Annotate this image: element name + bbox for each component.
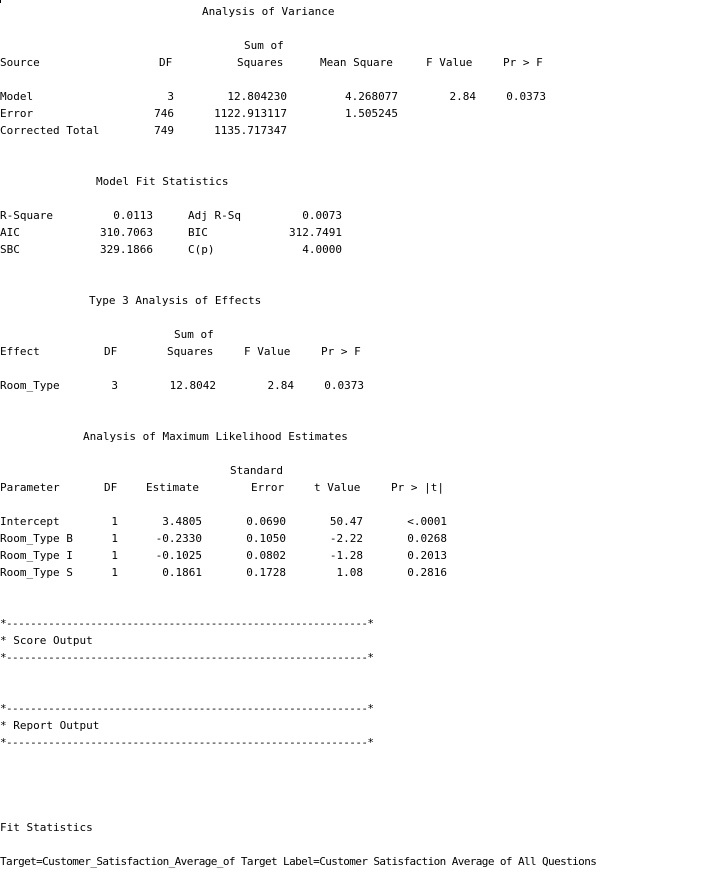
type3-p-cell: 0.0373 [324,379,364,392]
type3-header-effect: Effect [0,345,40,358]
mle-header-parameter: Parameter [0,481,60,494]
fit-value-1: 310.7063 [100,226,153,239]
fit-value-1: 329.1866 [100,243,153,256]
mle-df-cell: 1 [111,515,118,528]
type3-f-cell: 2.84 [267,379,294,392]
mle-df-cell: 1 [111,532,118,545]
type3-title: Type 3 Analysis of Effects [89,294,262,307]
mle-error-cell: 0.1050 [246,532,286,545]
fit-value-2: 4.0000 [302,243,342,256]
anova-df-cell: 749 [154,124,174,137]
fit-label-2: BIC [188,226,208,239]
fit-title: Model Fit Statistics [96,175,229,188]
fit-label-1: R-Square [0,209,53,222]
score-banner-bottom-rule: *------------------------------------------------------------* [0,651,374,664]
mle-p-cell: 0.2013 [407,549,447,562]
type3-ss-cell: 12.8042 [169,379,216,392]
anova-ss-cell: 1122.913117 [214,107,287,120]
type3-df-cell: 3 [111,379,118,392]
anova-ms-cell: 4.268077 [345,90,398,103]
report-banner-bottom-rule: *------------------------------------------------------------* [0,736,374,749]
type3-header-sum-of: Sum of [174,328,214,341]
fit-value-2: 312.7491 [289,226,342,239]
type3-header-pr-f: Pr > F [321,345,361,358]
mle-param-cell: Room_Type S [0,566,73,579]
anova-header-squares: Squares [237,56,284,69]
fit-value-2: 0.0073 [302,209,342,222]
mle-error-cell: 0.0690 [246,515,286,528]
mle-p-cell: 0.2816 [407,566,447,579]
anova-header-mean-square: Mean Square [320,56,393,69]
mle-p-cell: 0.0268 [407,532,447,545]
mle-estimate-cell: 0.1861 [162,566,202,579]
mle-t-cell: 1.08 [336,566,363,579]
fit-statistics-heading: Fit Statistics [0,821,93,834]
mle-header-error: Error [251,481,285,494]
mle-estimate-cell: -0.1025 [155,549,202,562]
anova-header-df: DF [159,56,173,69]
anova-header-pr-f: Pr > F [503,56,543,69]
type3-header-df: DF [104,345,118,358]
anova-ms-cell: 1.505245 [345,107,398,120]
mle-error-cell: 0.1728 [246,566,286,579]
mle-t-cell: 50.47 [329,515,363,528]
mle-param-cell: Room_Type I [0,549,73,562]
type3-effect-cell: Room_Type [0,379,60,392]
score-output-heading: * Score Output [0,634,93,647]
anova-source-cell: Corrected Total [0,124,100,137]
mle-header-estimate: Estimate [146,481,199,494]
type3-header-f-value: F Value [244,345,291,358]
fit-label-2: C(p) [188,243,215,256]
mle-t-cell: -2.22 [329,532,363,545]
fit-value-1: 0.0113 [113,209,153,222]
corner-mark [0,0,1,3]
target-label-line: Target=Customer_Satisfaction_Average_of Target Label=Customer Satisfaction Average of All Questions [0,855,597,868]
anova-title: Analysis of Variance [202,5,335,18]
mle-param-cell: Intercept [0,515,60,528]
anova-ss-cell: 12.804230 [227,90,287,103]
anova-ss-cell: 1135.717347 [214,124,287,137]
fit-label-2: Adj R-Sq [188,209,241,222]
mle-header-t-value: t Value [314,481,361,494]
fit-label-1: AIC [0,226,20,239]
mle-estimate-cell: -0.2330 [155,532,202,545]
mle-param-cell: Room_Type B [0,532,73,545]
report-banner-top-rule: *------------------------------------------------------------* [0,702,374,715]
mle-header-df: DF [104,481,118,494]
mle-error-cell: 0.0802 [246,549,286,562]
mle-df-cell: 1 [111,549,118,562]
anova-p-cell: 0.0373 [506,90,546,103]
anova-source-cell: Model [0,90,34,103]
mle-df-cell: 1 [111,566,118,579]
mle-t-cell: -1.28 [329,549,363,562]
mle-header-standard: Standard [230,464,283,477]
anova-df-cell: 3 [167,90,174,103]
mle-estimate-cell: 3.4805 [162,515,202,528]
anova-header-sum-of: Sum of [244,39,284,52]
mle-title: Analysis of Maximum Likelihood Estimates [83,430,348,443]
mle-header-pr-t: Pr > |t| [391,481,444,494]
type3-header-squares: Squares [167,345,214,358]
score-banner-top-rule: *------------------------------------------------------------* [0,617,374,630]
anova-header-f-value: F Value [426,56,473,69]
report-output-heading: * Report Output [0,719,100,732]
anova-source-cell: Error [0,107,34,120]
fit-label-1: SBC [0,243,20,256]
anova-df-cell: 746 [154,107,174,120]
anova-f-cell: 2.84 [449,90,476,103]
anova-header-source: Source [0,56,40,69]
mle-p-cell: <.0001 [407,515,447,528]
